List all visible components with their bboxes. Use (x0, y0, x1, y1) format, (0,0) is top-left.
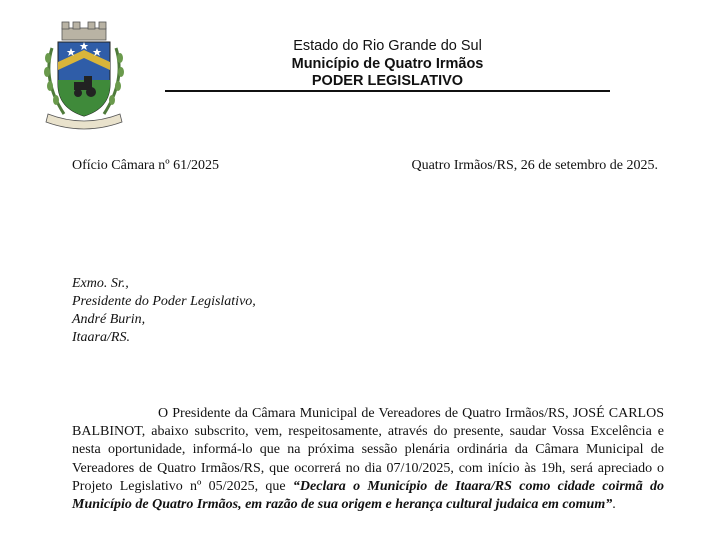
municipal-coat-of-arms-icon (38, 18, 130, 130)
header-divider (165, 90, 610, 92)
header-branch: PODER LEGISLATIVO (311, 73, 464, 89)
body-end: . (612, 497, 616, 513)
letter-body-paragraph (72, 405, 664, 514)
header-state: Estado do Rio Grande do Sul (293, 38, 482, 54)
recipient-title: Presidente do Poder Legislativo, (72, 294, 256, 309)
letter-reference: Ofício Câmara nº 61/2025 (72, 158, 220, 173)
letter-place-date: Quatro Irmãos/RS, 26 de setembro de 2025. (411, 158, 658, 173)
recipient-name: André Burin, (72, 312, 146, 327)
header-municipality: Município de Quatro Irmãos (291, 56, 484, 72)
recipient-city: Itaara/RS. (72, 330, 130, 345)
body-quote: “Declara o Município de Itaara/RS como cidade coirmã do Município de Quatro Irmãos, em razão de sua origem e herança cultural judaica em comum” (72, 478, 665, 513)
recipient-block (72, 275, 256, 347)
body-text: O Presidente da Câmara Municipal de Vereadores de Quatro Irmãos/RS, JOSÉ CARLOS BALBINOT, abaixo subscrito, vem, respeitosamente, através do presente, saudar Vossa Excelência e nesta oportunidade, informá-lo que na próxima sessão plenária ordinária da Câmara Municipal de Vereadores de Quatro Irmãos/RS, que ocorrerá no dia 07/10/2025, com início às 19h, será apreciado o Projeto Legislativo nº 05/2025, que (72, 406, 664, 494)
recipient-salutation: Exmo. Sr., (72, 276, 129, 291)
